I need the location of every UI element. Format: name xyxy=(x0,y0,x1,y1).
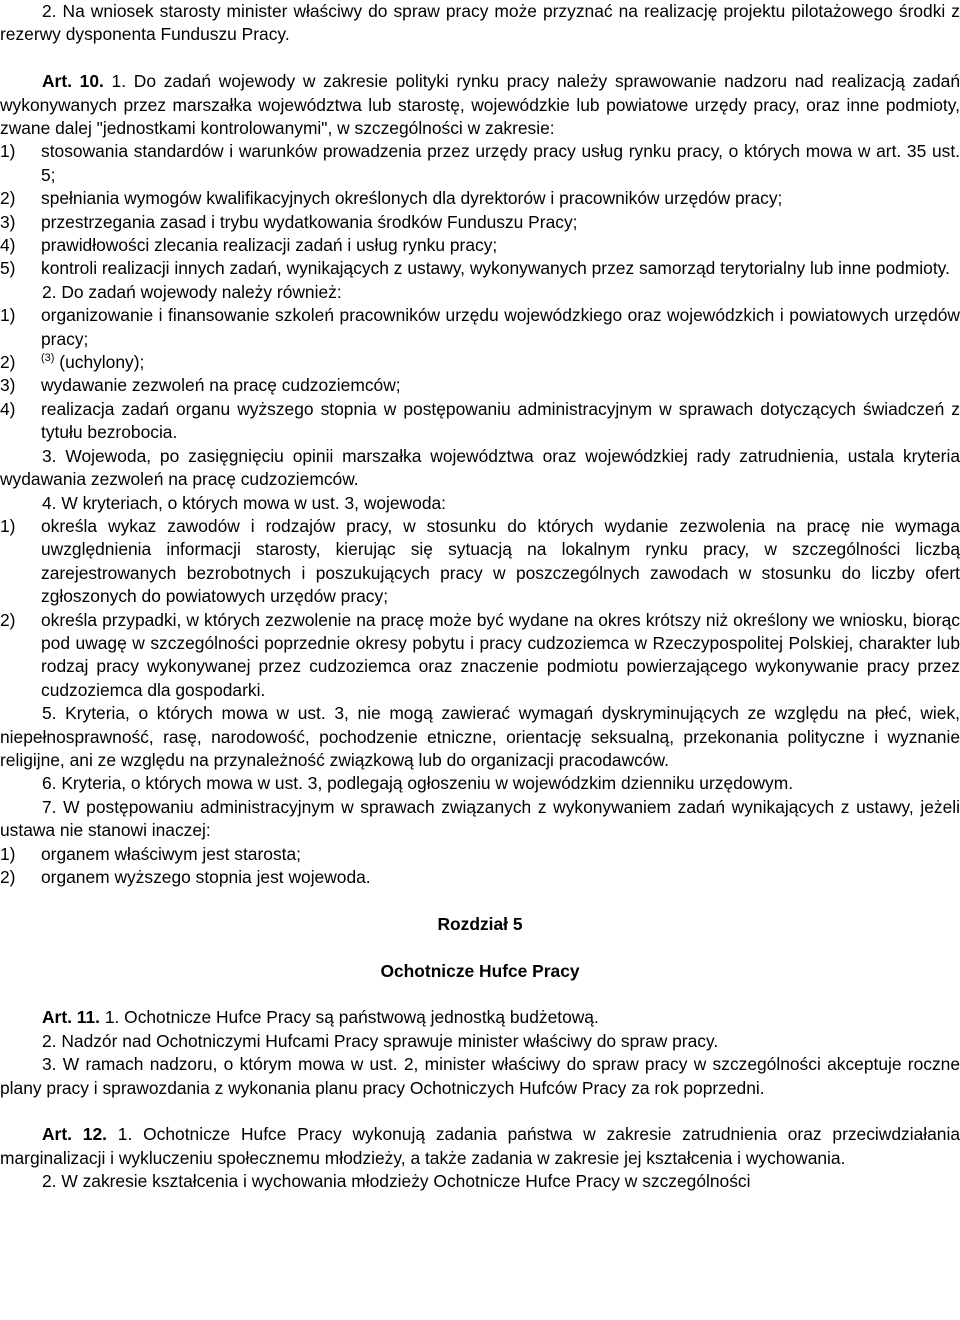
blank-line xyxy=(0,889,960,912)
paragraph xyxy=(0,1030,960,1053)
paragraph-text: 5. Kryteria, o których mowa w ust. 3, nie mogą zawierać wymagań dyskryminujących ze względu na płeć, wiek, niepełnosprawność, rasę, narodowość, pochodzenie etniczne, orientację seksualną, przekonania polityczne i wyznanie religijne, ani ze względu na przynależność związkową lub do organizacji pracodawców. xyxy=(0,703,960,770)
list-item-number: 3) xyxy=(0,375,16,396)
list-item xyxy=(0,398,960,445)
list-item xyxy=(0,866,960,889)
article-number: Art. 10. xyxy=(42,71,104,92)
paragraph xyxy=(0,1006,960,1029)
paragraph-text: 7. W postępowaniu administracyjnym w sprawach związanych z wykonywaniem zadań wynikających z ustawy, jeżeli ustawa nie stanowi inaczej: xyxy=(0,796,960,841)
list-item-body: kontroli realizacji innych zadań, wynikających z ustawy, wykonywanych przez samorząd terytorialny lub inne podmioty. xyxy=(41,258,950,279)
footnote-marker: (3) xyxy=(41,352,55,365)
paragraph-text: 1. Do zadań wojewody w zakresie polityki rynku pracy należy sprawowanie nadzoru nad realizacją zadań wykonywanych przez marszałka województwa lub starostę, wojewódzkie lub powiatowe urzędy pracy, oraz inne podmioty, zwane dalej "jednostkami kontrolowanymi", w szczególności w zakresie: xyxy=(0,71,960,139)
list-item-body: określa przypadki, w których zezwolenie na pracę może być wydane na okres krótszy niż określony we wniosku, biorąc pod uwagę w szczególności poprzednie okresy pobytu i pracy cudzoziemca w Rzeczypospolitej Polskiej, charakter lub rodzaj pracy wykonywanej przez cudzoziemca oraz znaczenie podmiotu powierzającego wykonywanie pracy przez cudzoziemca dla gospodarki. xyxy=(41,609,960,700)
list-item-number: 1) xyxy=(0,141,16,162)
paragraph-text: 3. W ramach nadzoru, o którym mowa w ust. 2, minister właściwy do spraw pracy w szczególności akceptuje roczne plany pracy i sprawozdania z wykonania planu pracy Ochotniczych Hufców Pracy za rok poprzedni. xyxy=(0,1054,960,1098)
paragraph xyxy=(0,0,960,47)
paragraph-text: 3. Wojewoda, po zasięgnięciu opinii marszałka województwa oraz wojewódzkiej rady zatrudnienia, ustala kryteria wydawania zezwoleń na pracę cudzoziemców. xyxy=(0,445,960,490)
paragraph xyxy=(0,1123,960,1170)
article-number: Art. 12. xyxy=(42,1124,107,1145)
list-item-body: (uchylony); xyxy=(54,352,145,373)
list-item-text xyxy=(41,866,960,889)
paragraph xyxy=(0,492,960,515)
list-item-text xyxy=(41,351,960,374)
list-item-text xyxy=(41,304,960,351)
list-item-text xyxy=(41,257,960,280)
blank-line xyxy=(0,983,960,1006)
list-item xyxy=(0,257,960,280)
blank-line xyxy=(0,1100,960,1123)
paragraph-text: 2. W zakresie kształcenia i wychowania młodzieży Ochotnicze Hufce Pracy w szczególności xyxy=(42,1171,751,1192)
list-item xyxy=(0,351,960,374)
list-item-body: spełniania wymogów kwalifikacyjnych określonych dla dyrektorów i pracowników urzędów pracy; xyxy=(41,188,783,209)
paragraph xyxy=(0,796,960,843)
paragraph xyxy=(0,281,960,304)
paragraph xyxy=(0,1053,960,1100)
paragraph-text: 4. W kryteriach, o których mowa w ust. 3, wojewoda: xyxy=(42,492,446,513)
list-item-text xyxy=(41,609,960,703)
paragraph-text: 2. Na wniosek starosty minister właściwy do spraw pracy może przyznać na realizację projektu pilotażowego środki z rezerwy dysponenta Funduszu Pracy. xyxy=(0,1,960,45)
list-item-number: 2) xyxy=(0,352,16,373)
list-item-body: organizowanie i finansowanie szkoleń pracowników urzędu wojewódzkiego oraz wojewódzkich i powiatowych urzędów pracy; xyxy=(41,305,960,349)
paragraph-text: 1. Ochotnicze Hufce Pracy wykonują zadania państwa w zakresie zatrudnienia oraz przeciwdziałania marginalizacji i wykluczeniu społecznemu młodzieży, a także zadania w zakresie jej kształcenia i wychowania. xyxy=(0,1124,960,1168)
list-item xyxy=(0,211,960,234)
list-item-number: 3) xyxy=(0,211,16,232)
list-item-body: określa wykaz zawodów i rodzajów pracy, w stosunku do których wydanie zezwolenia na pracę nie wymaga uwzględnienia informacji starosty, kierując się sytuacją na lokalnym rynku pracy, w szczególności liczbą zarejestrowanych bezrobotnych i poszukujących pracy w poszczególnych zawodach w stosunku do liczby ofert zgłoszonych do powiatowych urzędów pracy; xyxy=(41,515,960,607)
list-item xyxy=(0,374,960,397)
list-item-body: stosowania standardów i warunków prowadzenia przez urzędy pracy usług rynku pracy, o których mowa w art. 35 ust. 5; xyxy=(41,141,960,185)
paragraph xyxy=(0,702,960,772)
list-item-number: 2) xyxy=(0,188,16,209)
list-item-number: 4) xyxy=(0,235,16,256)
paragraph-text: 2. Nadzór nad Ochotniczymi Hufcami Pracy sprawuje minister właściwy do spraw pracy. xyxy=(42,1030,719,1051)
blank-line xyxy=(0,47,960,70)
list-item-text xyxy=(41,374,960,397)
section-heading: Rozdział 5 xyxy=(437,913,523,934)
list-item-number: 2) xyxy=(0,867,16,888)
list-item-text xyxy=(41,515,960,609)
list-item-number: 5) xyxy=(0,258,16,279)
list-item-text xyxy=(41,140,960,187)
paragraph xyxy=(0,1170,960,1193)
list-item xyxy=(0,140,960,187)
list-item-text xyxy=(41,398,960,445)
paragraph-text: 1. Ochotnicze Hufce Pracy są państwową jednostką budżetową. xyxy=(100,1007,599,1028)
list-item xyxy=(0,609,960,703)
paragraph xyxy=(0,70,960,140)
list-item-number: 4) xyxy=(0,398,16,419)
list-item-text xyxy=(41,187,960,210)
blank-line xyxy=(0,936,960,959)
list-item-body: organem właściwym jest starosta; xyxy=(41,843,301,864)
list-item-number: 1) xyxy=(0,305,16,326)
list-item xyxy=(0,304,960,351)
list-item-text xyxy=(41,234,960,257)
list-item xyxy=(0,515,960,609)
article-number: Art. 11. xyxy=(42,1007,100,1028)
list-item xyxy=(0,187,960,210)
list-item-number: 1) xyxy=(0,843,16,864)
paragraph xyxy=(0,445,960,492)
list-item-text xyxy=(41,211,960,234)
list-item-body: przestrzegania zasad i trybu wydatkowania środków Funduszu Pracy; xyxy=(41,211,578,232)
list-item xyxy=(0,234,960,257)
list-item-text xyxy=(41,843,960,866)
list-item-body: wydawanie zezwoleń na pracę cudzoziemców; xyxy=(41,375,401,396)
list-item xyxy=(0,843,960,866)
section-heading: Ochotnicze Hufce Pracy xyxy=(380,960,580,981)
paragraph-text: 6. Kryteria, o których mowa w ust. 3, podlegają ogłoszeniu w wojewódzkim dzienniku urzędowym. xyxy=(42,773,794,794)
paragraph xyxy=(0,772,960,795)
list-item-body: prawidłowości zlecania realizacji zadań i usług rynku pracy; xyxy=(41,235,498,256)
paragraph-text: 2. Do zadań wojewody należy również: xyxy=(42,281,342,302)
list-item-number: 1) xyxy=(0,515,16,536)
list-item-body: realizacja zadań organu wyższego stopnia w postępowaniu administracyjnym w sprawach dotyczących świadczeń z tytułu bezrobocia. xyxy=(41,398,960,443)
list-item-body: organem wyższego stopnia jest wojewoda. xyxy=(41,867,371,888)
list-item-number: 2) xyxy=(0,609,16,630)
